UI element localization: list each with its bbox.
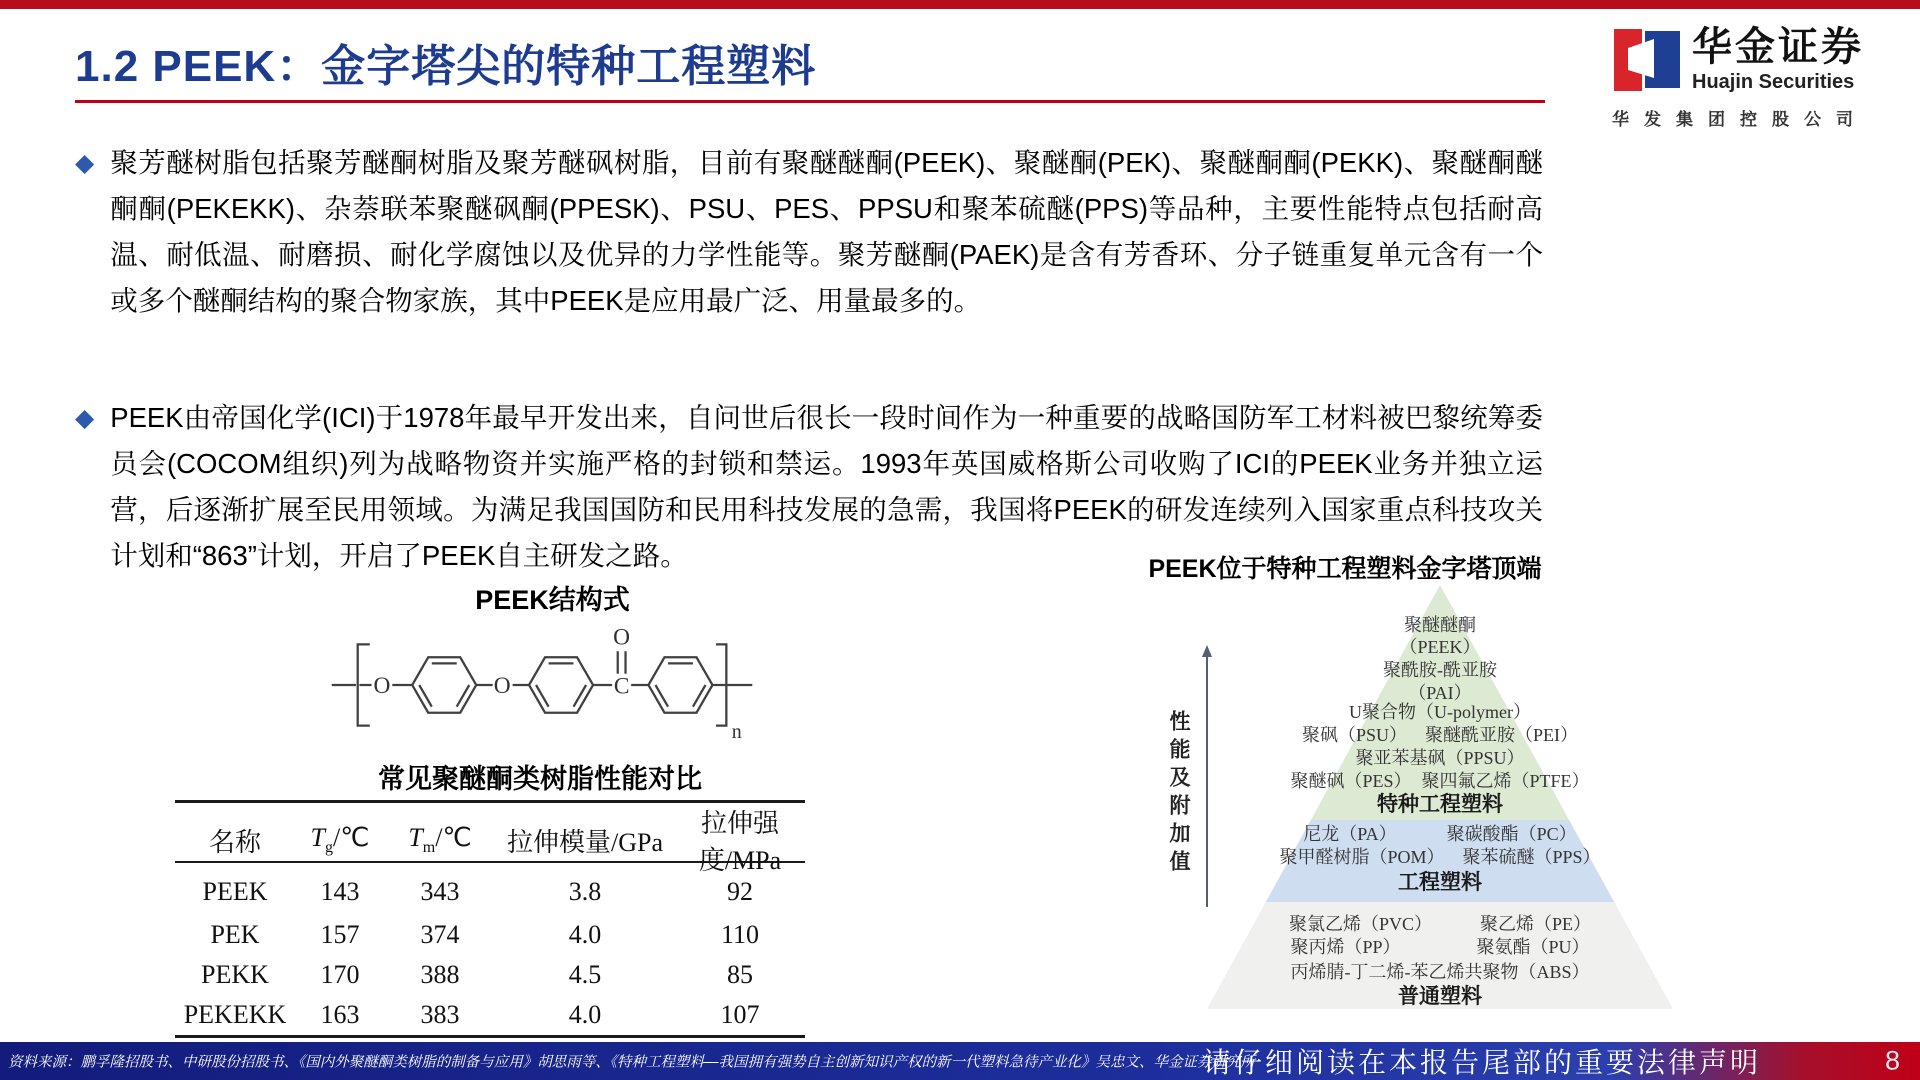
- pyramid-item: 丙烯腈-丁二烯-苯乙烯共聚物（ABS）: [1290, 962, 1590, 982]
- table-cell: PEKK: [201, 960, 269, 989]
- title-underline: [75, 100, 1545, 103]
- pyramid-item: 聚甲醛树脂（POM）: [1279, 847, 1445, 867]
- tier-special-plastics: [1207, 585, 1673, 820]
- table-row: [175, 915, 805, 955]
- plastics-pyramid: [1207, 585, 1673, 1009]
- table-cell: 143: [320, 877, 360, 906]
- tm-unit: /℃: [435, 822, 472, 852]
- repeat-subscript-n: n: [731, 720, 742, 743]
- pyramid-figure-title: PEEK位于特种工程塑料金字塔顶端: [1148, 555, 1542, 583]
- pyramid-item: U聚合物（U-polymer）: [1349, 702, 1531, 722]
- atom-o1: O: [373, 672, 391, 699]
- table-cell: 4.0: [568, 1000, 602, 1029]
- tier-engineering-plastics: [1207, 820, 1673, 902]
- table-cell: 388: [420, 960, 460, 989]
- table-cell: 107: [720, 1000, 760, 1029]
- bullet-2-text: PEEK由帝国化学(ICI)于1978年最早开发出来，自问世后很长一段时间作为一种重要的战略国防军工材料被巴黎统筹委员会(COCOM组织)列为战略物资并实施严格的封锁和禁运。1993年英国威格斯公司收购了ICI的PEEK业务并独立运营，后逐渐扩展至民用领域。为满足我国国防和民用科技发展的急需，我国将PEEK的研发连续列入国家重点科技攻关计划和“863”计划，开启了PEEK自主研发之路。: [110, 402, 1543, 571]
- table-row: [175, 995, 805, 1035]
- pyramid-item: 聚丙烯（PP）: [1290, 937, 1401, 957]
- logo-cn-text: 华金证券: [1692, 25, 1864, 69]
- pyramid-item: 聚四氟乙烯（PTFE）: [1421, 771, 1590, 791]
- huajin-logo-mark-icon: [1612, 26, 1682, 96]
- bullet-diamond-icon: ◆: [75, 404, 95, 432]
- atom-o3: O: [613, 624, 631, 651]
- tier-common-plastics: [1207, 902, 1673, 1009]
- header-strength: 拉伸强度/MPa: [698, 809, 782, 875]
- peek-structure-diagram: [330, 620, 780, 750]
- pyramid-item: 聚氨酯（PU）: [1476, 937, 1590, 957]
- header-name: 名称: [208, 827, 261, 857]
- atom-c: C: [613, 673, 630, 700]
- table-cell: PEKEKK: [183, 1000, 287, 1029]
- axis-arrow-icon: [1202, 645, 1212, 657]
- legal-notice: 请仔细阅读在本报告尾部的重要法律声明: [1203, 1047, 1762, 1078]
- pyramid-item: 聚醚醚酮: [1404, 615, 1476, 635]
- pyramid-item: 聚亚苯基砜（PPSU）: [1355, 748, 1525, 768]
- axis-line: [1206, 657, 1208, 907]
- logo-group-text: 华发集团控股公司: [1612, 110, 1868, 129]
- pyramid-item: 尼龙（PA）: [1303, 824, 1397, 844]
- huajin-logo: [1612, 26, 1912, 130]
- pyramid-item: 聚碳酸酯（PC）: [1446, 824, 1577, 844]
- table-cell: 92: [727, 877, 753, 906]
- axis-label: 性能及附加值: [1167, 710, 1191, 878]
- table-cell: 383: [420, 1000, 460, 1029]
- table-cell: 3.8: [568, 877, 602, 906]
- pyramid-item: 聚氯乙烯（PVC）: [1288, 914, 1432, 934]
- tier-label-special: 特种工程塑料: [1377, 793, 1503, 816]
- table-cell: PEEK: [202, 877, 268, 906]
- footer-bar: [0, 1042, 1920, 1080]
- table-cell: 4.0: [568, 920, 602, 949]
- atom-o2: O: [493, 672, 511, 699]
- source-citation: 资料来源：鹏孚隆招股书、中研股份招股书、《国内外聚醚酮类树脂的制备与应用》胡思雨等、《特种工程塑料—我国拥有强势自主创新知识产权的新一代塑料急待产业化》吴忠文、华金证券研究所: [8, 1054, 1255, 1071]
- tier-label-engineering: 工程塑料: [1398, 871, 1482, 894]
- pyramid-item: 聚醚砜（PES）: [1290, 771, 1412, 791]
- pyramid-item: 聚酰胺-酰亚胺: [1383, 660, 1497, 680]
- tg-unit: /℃: [333, 822, 370, 852]
- structure-figure-title: PEEK结构式: [475, 585, 630, 615]
- table-header-row: [175, 803, 805, 875]
- table-cell: 163: [320, 1000, 360, 1029]
- header-tg: [295, 823, 385, 857]
- table-figure-title: 常见聚醚酮类树脂性能对比: [378, 764, 702, 794]
- performance-table: [175, 800, 805, 1038]
- table-cell: 4.5: [568, 960, 602, 989]
- bullet-diamond-icon: ◆: [75, 149, 95, 177]
- bullet-1-text: 聚芳醚树脂包括聚芳醚酮树脂及聚芳醚砜树脂，目前有聚醚醚酮(PEEK)、聚醚酮(PEK)、聚醚酮酮(PEKK)、聚醚酮醚酮酮(PEKEKK)、杂萘联苯聚醚砜酮(PPESK)、PSU、PES、PPSU和聚苯硫醚(PPS)等品种，主要性能特点包括耐高温、耐低温、耐磨损、耐化学腐蚀以及优异的力学性能等。聚芳醚酮(PAEK)是含有芳香环、分子链重复单元含有一个或多个醚酮结构的聚合物家族，其中PEEK是应用最广泛、用量最多的。: [110, 147, 1543, 316]
- page-number: 8: [1884, 1045, 1900, 1076]
- pyramid-item: 聚苯硫醚（PPS）: [1462, 847, 1601, 867]
- header-tm: [385, 823, 495, 857]
- table-cell: PEK: [210, 920, 260, 949]
- pyramid-item: 聚乙烯（PE）: [1480, 914, 1592, 934]
- logo-en-text: Huajin Securities: [1692, 71, 1855, 93]
- table-cell: 374: [420, 920, 460, 949]
- tier-label-common: 普通塑料: [1398, 985, 1482, 1008]
- pyramid-item: 聚醚酰亚胺（PEI）: [1425, 725, 1579, 745]
- pyramid-item: （PAI）: [1408, 683, 1472, 703]
- table-cell: 85: [727, 960, 753, 989]
- tg-subscript: g: [325, 839, 334, 857]
- top-accent-bar: [0, 0, 1920, 9]
- pyramid-item: 聚砜（PSU）: [1301, 725, 1408, 745]
- bullet-item-1: [75, 140, 1543, 324]
- page-title: 1.2 PEEK：金字塔尖的特种工程塑料: [75, 42, 817, 91]
- table-cell: 110: [720, 920, 760, 949]
- pyramid-item: （PEEK）: [1399, 637, 1481, 657]
- table-cell: 157: [320, 920, 360, 949]
- table-cell: 170: [320, 960, 360, 989]
- table-row: [175, 955, 805, 995]
- tm-subscript: m: [422, 839, 436, 857]
- tm-symbol: T: [408, 822, 423, 852]
- table-cell: 343: [420, 877, 460, 906]
- tg-symbol: T: [310, 822, 326, 852]
- header-modulus: 拉伸模量/GPa: [506, 827, 663, 857]
